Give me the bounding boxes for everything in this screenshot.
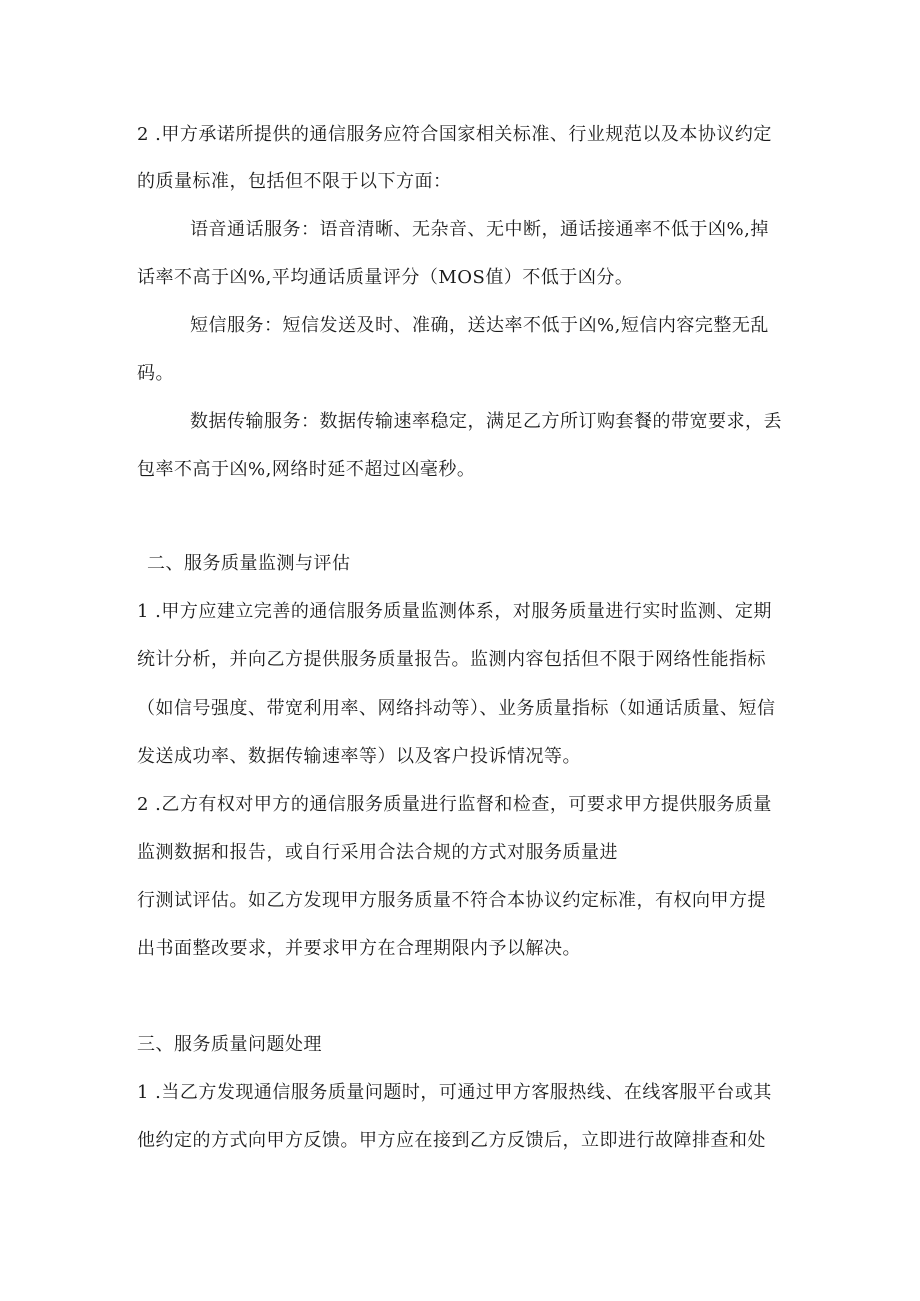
paragraph-line: 发送成功率、数据传输速率等）以及客户投诉情况等。 xyxy=(137,746,581,767)
paragraph-line: 出书面整改要求，并要求甲方在合理期限内予以解决。 xyxy=(137,938,581,959)
paragraph-line: 短信服务：短信发送及时、准确，送达率不低于凶%,短信内容完整无乱 xyxy=(190,315,769,336)
paragraph-line: 语音通话服务：语音清晰、无杂音、无中断，通话接通率不低于凶%,掉 xyxy=(190,219,769,240)
paragraph-line: 统计分析，并向乙方提供服务质量报告。监测内容包括但不限于网络性能指标 xyxy=(137,649,766,670)
paragraph-line: 1 .当乙方发现通信服务质量问题时，可通过甲方客服热线、在线客服平台或其 xyxy=(137,1082,772,1103)
paragraph-line: 的质量标准，包括但不限于以下方面： xyxy=(137,171,452,192)
paragraph-line: 2 .甲方承诺所提供的通信服务应符合国家相关标准、行业规范以及本协议约定 xyxy=(137,124,772,145)
paragraph-line: （如信号强度、带宽利用率、网络抖动等）、业务质量指标（如通话质量、短信 xyxy=(137,698,776,719)
section-heading: 二、服务质量监测与评估 xyxy=(147,553,351,574)
paragraph-line: 包率不高于凶%,网络时延不超过凶毫秒。 xyxy=(137,459,476,480)
paragraph-line: 1 .甲方应建立完善的通信服务质量监测体系，对服务质量进行实时监测、定期 xyxy=(137,601,772,622)
paragraph-line: 行测试评估。如乙方发现甲方服务质量不符合本协议约定标准，有权向甲方提 xyxy=(137,890,766,911)
section-heading: 三、服务质量问题处理 xyxy=(137,1034,322,1055)
paragraph-line: 数据传输服务：数据传输速率稳定，满足乙方所订购套餐的带宽要求，丢 xyxy=(190,411,782,432)
paragraph-line: 码。 xyxy=(137,363,174,384)
paragraph-line: 2 .乙方有权对甲方的通信服务质量进行监督和检查，可要求甲方提供服务质量 xyxy=(137,794,772,815)
paragraph-line: 他约定的方式向甲方反馈。甲方应在接到乙方反馈后，立即进行故障排查和处 xyxy=(137,1130,766,1151)
paragraph-line: 话率不高于凶%,平均通话质量评分（MOS值）不低于凶分。 xyxy=(137,267,634,288)
paragraph-line: 监测数据和报告，或自行采用合法合规的方式对服务质量进 xyxy=(137,842,618,863)
